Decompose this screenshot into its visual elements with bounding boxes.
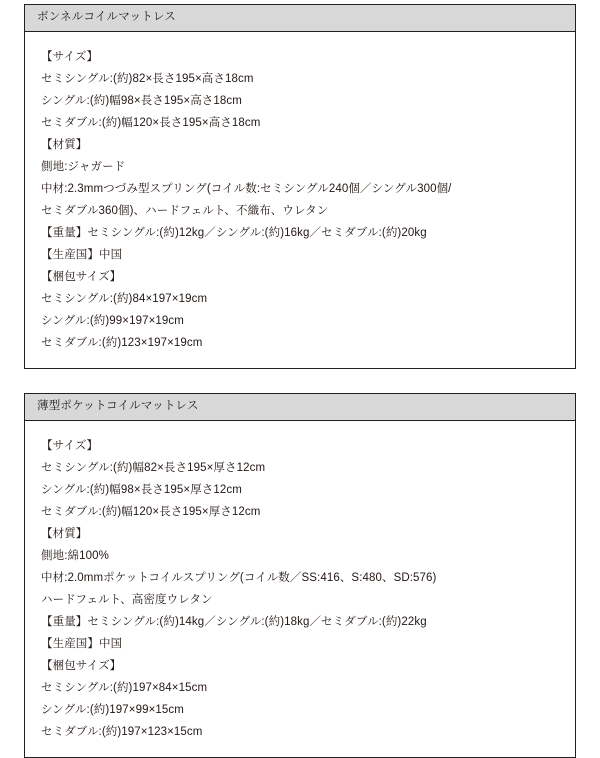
spec-line: セミダブル:(約)123×197×19cm (41, 336, 203, 349)
spec-line: シングル:(約)99×197×19cm (41, 314, 184, 327)
spec-line: シングル:(約)幅98×長さ195×高さ18cm (41, 94, 242, 107)
spec-page (0, 4, 600, 738)
spec-line: セミシングル:(約)197×84×15cm (41, 681, 208, 694)
spec-line: セミシングル:(約)幅82×長さ195×厚さ12cm (41, 461, 266, 474)
spec-line: 【材質】 (41, 527, 88, 540)
spec-block-bonnell-coil-mattress (24, 4, 576, 369)
spec-line: 中材:2.0mmポケットコイルスプリング(コイル数／SS:416、S:480、SD:576) (41, 571, 437, 584)
spec-line: セミシングル:(約)84×197×19cm (41, 292, 208, 305)
spec-line: 中材:2.3mmつづみ型スプリング(コイル数:セミシングル240個／シングル300個/ (41, 182, 452, 195)
spec-line: 【梱包サイズ】 (41, 659, 122, 672)
spec-line: セミシングル:(約)82×長さ195×高さ18cm (41, 72, 254, 85)
spec-line: ハードフェルト、高密度ウレタン (41, 593, 213, 606)
spec-line: 【重量】セミシングル:(約)14kg／シングル:(約)18kg／セミダブル:(約)22kg (41, 615, 427, 628)
spec-line: 【梱包サイズ】 (41, 270, 122, 283)
spec-line: 【生産国】中国 (41, 248, 123, 261)
spec-block-title: 薄型ポケットコイルマットレス (25, 394, 575, 421)
spec-line: 【材質】 (41, 138, 88, 151)
spec-line: セミダブル360個)、ハードフェルト、不織布、ウレタン (41, 204, 329, 217)
spec-line: セミダブル:(約)幅120×長さ195×高さ18cm (41, 116, 261, 129)
spec-block-title: ボンネルコイルマットレス (25, 5, 575, 32)
spec-block-body (25, 421, 575, 757)
spec-line: 【生産国】中国 (41, 637, 123, 650)
spec-line: 側地:ジャガード (41, 160, 126, 173)
spec-line: シングル:(約)197×99×15cm (41, 703, 184, 716)
spec-line: 側地:綿100% (41, 549, 109, 562)
spec-line: 【サイズ】 (41, 439, 99, 452)
spec-line: 【サイズ】 (41, 50, 99, 63)
spec-block-body (25, 32, 575, 368)
spec-line: セミダブル:(約)197×123×15cm (41, 725, 203, 738)
spec-line: セミダブル:(約)幅120×長さ195×厚さ12cm (41, 505, 261, 518)
spec-line: 【重量】セミシングル:(約)12kg／シングル:(約)16kg／セミダブル:(約)20kg (41, 226, 427, 239)
spec-line: シングル:(約)幅98×長さ195×厚さ12cm (41, 483, 242, 496)
spec-block-thin-pocket-coil-mattress (24, 393, 576, 758)
